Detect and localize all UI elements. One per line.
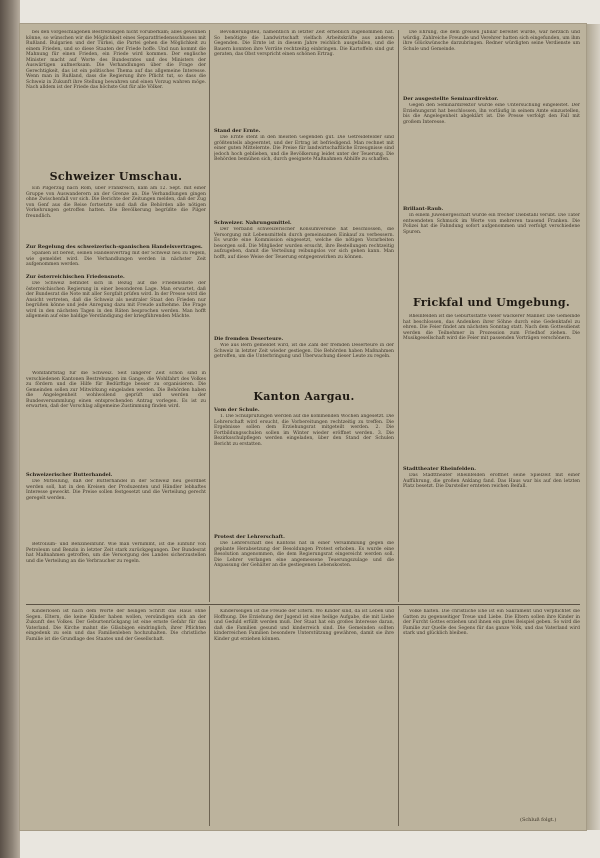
subheading-protest: Protest der Lehrerschaft. xyxy=(214,534,285,540)
paragraph: Gegen den Seminardirektor wurde eine Untersuchung eingeleitet. Der Erziehungsrat hat beschlossen, ihn vorläufig in seinem Amte einzustellen, bis die Angelegenheit abgeklärt ist. Die Presse verfolgt den Fall mit großem Interesse. xyxy=(403,103,580,125)
paragraph: Die Lehrerschaft des Kantons hat in einer Versammlung gegen die geplante Herabsetzung der Besoldungen Protest erhoben. Es wurde eine Resolution angenommen, die dem Regierungsrat eingereicht werden soll. Die Lehrer verlangen eine angemessene Teuerungszulage und die Anpassung der Gehälter an die gestiegenen Lebenskosten. xyxy=(214,541,394,568)
subheading-stadttheater: Stadttheater Rheinfelden. xyxy=(403,466,476,472)
subheading-deserteure: Die fremden Deserteure. xyxy=(214,336,284,342)
paragraph: Die Ernte steht in den meisten Gegenden gut. Die Getreidefelder sind größtenteils abgeerntet, und der Ertrag ist befriedigend. Man rechnet mit einer guten Mittelernte. Die Preise für landwirtschaftliche Erzeugnisse sind jedoch hoch geblieben, und die Bevölkerung leidet unter der Teuerung. Die Behörden bemühen sich, durch geeignete Maßnahmen Abhilfe zu schaffen. xyxy=(214,135,394,162)
article-deserteure xyxy=(214,343,394,387)
book-binding xyxy=(0,0,20,858)
paragraph: In einem Juweliergeschäft wurde ein frecher Diebstahl verübt. Die Täter entwendeten Schmuck im Werte von mehreren tausend Franken. Die Polizei hat die Fahndung sofort aufgenommen und verfolgt verschiedene Spuren. xyxy=(403,213,580,235)
subheading-friedensnote: Zur österreichischen Friedensnote. xyxy=(26,274,125,280)
feuilleton-column-1 xyxy=(26,609,206,825)
article-schule xyxy=(214,414,394,532)
column-rule xyxy=(209,30,210,602)
subheading-butterhandel: Schweizerischer Butterhandel. xyxy=(26,472,113,478)
article-ernte xyxy=(214,135,394,219)
paragraph: Die Ehrung, die dem greisen Jubilar bereitet wurde, war herzlich und würdig. Zahlreiche Freunde und Verehrer hatten sich eingefunden, um ihm ihre Glückwünsche darzubringen. Redner würdigten seine Verdienste um Schule und Gemeinde. xyxy=(403,30,580,52)
paragraph: Wohlfahrtstag für die Schweiz. Seit längerer Zeit schon sind in verschiedenen Kantonen Bestrebungen im Gange, die Wohlfahrt des Volkes zu fördern und die Hilfe für Bedürftige besser zu organisieren. Die Gemeinden sollen zur Mitwirkung eingeladen werden. Die Behörden haben die Angelegenheit wohlwollend geprüft und werden der Bundesversammlung einen entsprechenden Antrag vorlegen. Es ist zu erwarten, daß der Vorschlag allgemeine Zustimmung finden wird. xyxy=(26,371,206,409)
paragraph: Rheinfelden ist die Geburtsstätte vieler wackerer Männer. Die Gemeinde hat beschlossen, das Andenken ihrer Söhne durch eine Gedenktafel zu ehren. Die Feier findet am nächsten Sonntag statt. Nach dem Gottesdienst werden die Teilnehmer in Prozession zum Friedhof ziehen. Die Musikgesellschaft wird die Feier mit passenden Vorträgen verschönern. xyxy=(403,314,580,341)
article-butterhandel xyxy=(26,479,206,539)
paragraph: bei den vorgeschlagenen Bestrebungen nicht vorüberkam; alles gewinnen könne, so wünschen wir die Möglichkeit eines Separatfriedensschlusses mit Rußland. Bulgarien und der Türkei, die Partei gehen die Möglichkeit zu einem Frieden, und so diese Staaten der Friede hoffe. Und nun kommt die Mahnung für einen Frieden, ein Friede wird kommen. Der englische Minister macht auf Worte des Bundesrates und des Ministers der Auswärtigen aufmerksam. Die Verhandlungen über die Frage der Gerechtigkeit, das ist ein politisches Thema auf das allgemeine Interesse. Wenn man in Rußland, dass die Regierung ihre Pflicht tut, so dass die Schweiz in Zukunft ihre Stellung bewahren und einen Vorzug wahren möge. Nach alldem ist der Friede das höchste Gut für alle Völker. xyxy=(26,30,206,90)
column-rule xyxy=(209,606,210,826)
paragraph: Spanien ist bereit, seinen Handelsvertrag mit der Schweiz neu zu regeln, wie gemeldet wird. Die Verhandlungen werden in nächster Zeit aufgenommen werden. xyxy=(26,251,206,267)
section-heading-aargau: Kanton Aargau. xyxy=(253,390,355,403)
subheading-schule: Vom der Schule. xyxy=(214,407,260,413)
paragraph: Betrolium- und Benzineinfuhr. Wie man vernimmt, ist die Einfuhr von Petroleum und Benzin in letzter Zeit stark zurückgegangen. Der Bundesrat hat Maßnahmen getroffen, um die Versorgung des Landes sicherzustellen und die Verteilung an die Verbraucher zu regeln. xyxy=(26,542,206,564)
article-nahrungsmittel xyxy=(214,227,394,335)
paragraph: Die Mitteilung, daß der Butterhandel in der Schweiz neu geordnet werden soll, hat in den Kreisen der Produzenten und Händler lebhaftes Interesse geweckt. Die Preise sollen festgesetzt und die Verteilung gerecht geregelt werden. xyxy=(26,479,206,501)
section-heading-fricktal: Frickfal und Umgebung. xyxy=(412,296,571,309)
article-column-2-top xyxy=(214,30,394,126)
article-friedensnote xyxy=(26,281,206,369)
article-pilgerzug xyxy=(26,186,206,244)
column-rule xyxy=(398,30,399,602)
paragraph: 1. Die Schulprüfungen werden auf die kommenden Wochen angesetzt. Die Lehrerschaft wird ersucht, die Vorbereitungen rechtzeitig zu treffen. Die Ergebnisse sollen dem Erziehungsrat mitgeteilt werden. 2. Die Fortbildungsschulen sollen im Winter wieder eröffnet werden. 3. Die Bezirksschulpflegen werden eingeladen, über den Stand der Schulen Bericht zu erstatten. xyxy=(214,414,394,447)
subheading-nahrungsmittel: Schweizer. Nahrungsmittel. xyxy=(214,220,292,226)
continuation-note: (Schluß folgt.) xyxy=(520,817,557,823)
paragraph: Volke halten. Die christliche Ehe ist ein Sakrament und verpflichtet die Gatten zu gegenseitiger Treue und Liebe. Die Eltern sollen ihre Kinder in der Furcht Gottes erziehen und ihnen ein gutes Beispiel geben. So wird die Familie zur Quelle des Segens für das ganze Volk, und das Vaterland wird stark und glücklich bleiben. xyxy=(403,609,580,636)
horizontal-rule xyxy=(26,604,580,605)
article-brillant-raub xyxy=(403,213,580,293)
article-stadttheater xyxy=(403,473,580,602)
subheading-seminardirektor: Der ausgestellte Seminardirektor. xyxy=(403,96,499,102)
paragraph: Wie aus Bern gemeldet wird, ist die Zahl der fremden Deserteure in der Schweiz in letzter Zeit wieder gestiegen. Die Behörden haben Maßnahmen getroffen, um die Unterbringung und Überwachung dieser Leute zu regeln. xyxy=(214,343,394,359)
paragraph: Der Verband schweizerischer Konsumvereine hat beschlossen, die Versorgung mit Lebensmitteln durch gemeinsamen Einkauf zu verbessern. Es wurde eine Kommission eingesetzt, welche die nötigen Vorarbeiten besorgen soll. Die Mitglieder wurden ersucht, ihre Bestellungen rechtzeitig aufzugeben, damit die Verteilung reibungslos vor sich gehen kann. Man hofft, auf diese Weise der Teuerung entgegenwirken zu können. xyxy=(214,227,394,260)
article-column-1-top xyxy=(26,30,206,166)
paragraph: Kinderlosen ist nach dem Worte der heiligen Schrift das Haus ohne Segen. Eltern, die keine Kinder haben wollen, versündigen sich an der Zukunft des Volkes. Der Geburtenrückgang ist eine ernste Gefahr für das Vaterland. Die Kirche mahnt die Gläubigen eindringlich, ihrer Pflichten eingedenk zu sein und das Familienleben hochzuhalten. Die christliche Familie ist die Grundlage des Staates und der Gesellschaft. xyxy=(26,609,206,642)
paragraph: Ein Pilgerzug nach Rom, über Frankreich, kam am 12. Sept. mit einer Gruppe von Auswanderern an der Grenze an. Die Verhandlungen gingen ohne Zwischenfall vor sich. Die Berichte der Zeitungen melden, daß der Zug von Genf aus die Reise fortsetzte und daß die Behörden alle nötigen Vorkehrungen getroffen hatten. Die Bevölkerung begrüßte die Pilger freundlich. xyxy=(26,186,206,219)
feuilleton-column-2 xyxy=(214,609,394,825)
newspaper-page xyxy=(20,24,586,830)
column-rule xyxy=(398,606,399,826)
subheading-ernte: Stand der Ernte. xyxy=(214,128,261,134)
section-heading-schweizer: Schweizer Umschau. xyxy=(49,170,183,183)
feuilleton-column-3 xyxy=(403,609,580,815)
article-handelsvertrag xyxy=(26,251,206,271)
page-edge-bottom xyxy=(20,830,600,858)
article-seminardirektor xyxy=(403,103,580,203)
subheading-handelsvertrag: Zur Regelung des schweizerisch-spanischen Handelsvertrages. xyxy=(26,244,203,250)
subheading-brillant-raub: Brillant-Raub. xyxy=(403,206,444,212)
article-wohlfahrt xyxy=(26,371,206,471)
article-column-3-top xyxy=(403,30,580,94)
page-edge-right xyxy=(586,24,600,830)
article-petroleum xyxy=(26,542,206,602)
paragraph: Bevölkerungsteil, namentlich in letzter Zeit erheblich zugenommen hat. So benötigte die Landwirtschaft vielfach Arbeitskräfte aus anderen Gegenden. Die Ernte ist in diesem Jahre reichlich ausgefallen, und die Bauern konnten ihre Vorräte rechtzeitig einbringen. Die Kartoffeln sind gut geraten, das Obst verspricht einen schönen Ertrag. xyxy=(214,30,394,57)
paragraph: Kinderseligen ist die Freude der Eltern. Wo Kinder sind, da ist Leben und Hoffnung. Die Erziehung der Jugend ist eine heilige Aufgabe, die mit Liebe und Geduld erfüllt werden muß. Der Staat hat ein großes Interesse daran, daß die Familien gesund und kinderreich sind. Die Gemeinden sollten kinderreichen Familien besondere Unterstützung gewähren, damit sie ihre Kinder gut erziehen können. xyxy=(214,609,394,642)
paragraph: Die Schweiz befindet sich in Bezug auf die Friedensnote der österreichischen Regierung in einer besonderen Lage. Man erwartet, daß der Bundesrat die Note mit aller Sorgfalt prüfen wird. In der Presse wird die Ansicht vertreten, daß die Schweiz als neutraler Staat den Frieden nur begrüßen könne und jede Anregung dazu mit Freude aufnehme. Die Frage wird in den nächsten Tagen in den Räten besprochen werden. Man hofft allgemein auf eine baldige Verständigung der kriegführenden Mächte. xyxy=(26,281,206,319)
article-protest xyxy=(214,541,394,602)
paragraph: Das Stadttheater Rheinfelden eröffnet seine Spielzeit mit einer Aufführung, die großen Anklang fand. Das Haus war bis auf den letzten Platz besetzt. Die Darsteller ernteten reichen Beifall. xyxy=(403,473,580,489)
article-rheinfelden xyxy=(403,314,580,464)
